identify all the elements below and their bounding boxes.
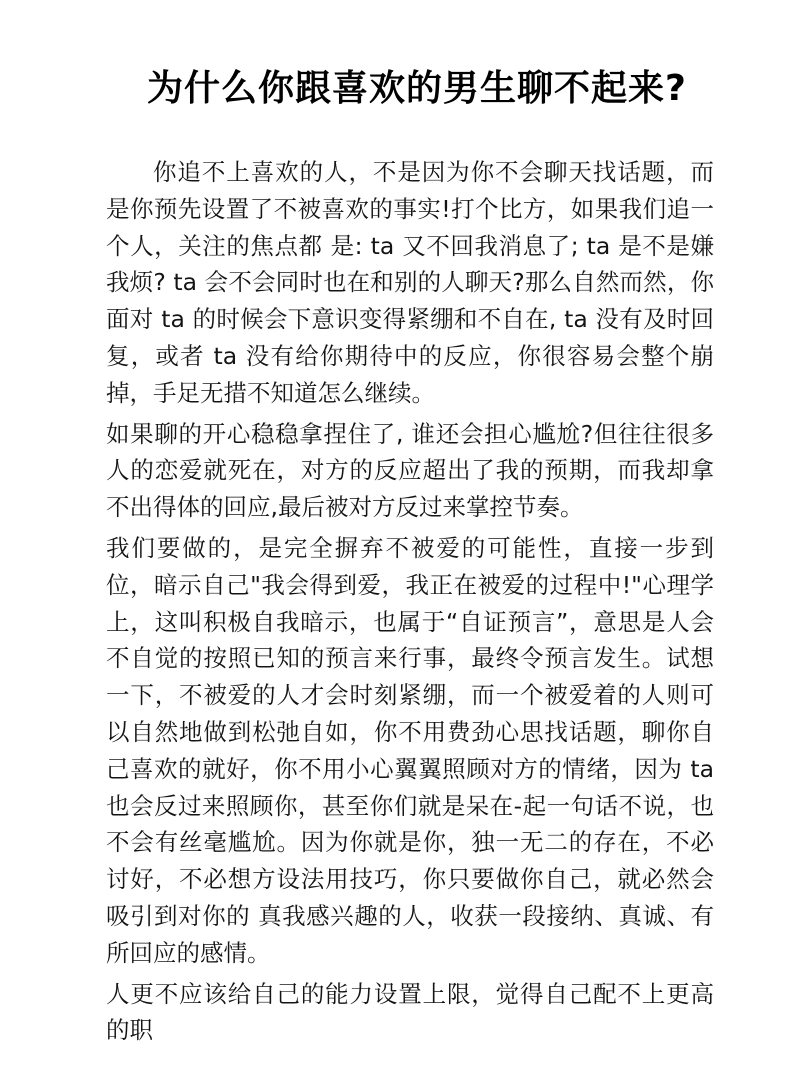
- paragraph-4: 人更不应该给自己的能力设置上限，觉得自己配不上更高的职: [106, 979, 714, 1045]
- paragraph-3: 我们要做的，是完全摒弃不被爱的可能性，直接一步到位，暗示自己"我会得到爱，我正在被爱的过程中!"心理学上，这叫积极自我暗示，也属于“自证预言”，意思是人会不自觉的按照已知的预言来行事，最终令预言发生。试想一下，不被爱的人才会时刻紧绷，而一个被爱着的人则可以自然地做到松弛自如，你不用费劲心思找话题，聊你自己喜欢的就好，你不用小心翼翼照顾对方的情绪，因为 ta 也会反过来照顾你，甚至你们就是呆在-起一句话不说，也不会有丝毫尴尬。因为你就是你，独一无二的存在，不必讨好，不必想方设法用技巧，你只要做你自己，就必然会吸引到对你的 真我感兴趣的人，收获一段接纳、真诚、有所回应的感情。: [106, 533, 714, 967]
- paragraph-2: 如果聊的开心稳稳拿捏住了, 谁还会担心尴尬?但往往很多人的恋爱就死在，对方的反应超出了我的预期，而我却拿不出得体的回应,最后被对方反过来掌控节奏。: [106, 419, 714, 522]
- article-body: [106, 154, 714, 1049]
- page-title: 为什么你跟喜欢的男生聊不起来?: [147, 68, 687, 109]
- paragraph-1: 你追不上喜欢的人，不是因为你不会聊天找话题，而是你预先设置了不被喜欢的事实!打个比方，如果我们追一个人，关注的焦点都 是: ta 又不回我消息了; ta 是不是嫌我烦? ta 会不会同时也在和别的人聊天?那么自然而然，你面对 ta 的时候会下意识变得紧绷和不自在, ta 没有及时回复，或者 ta 没有给你期待中的反应，你很容易会整个崩掉，手足无措不知道怎么继续。: [106, 158, 714, 407]
